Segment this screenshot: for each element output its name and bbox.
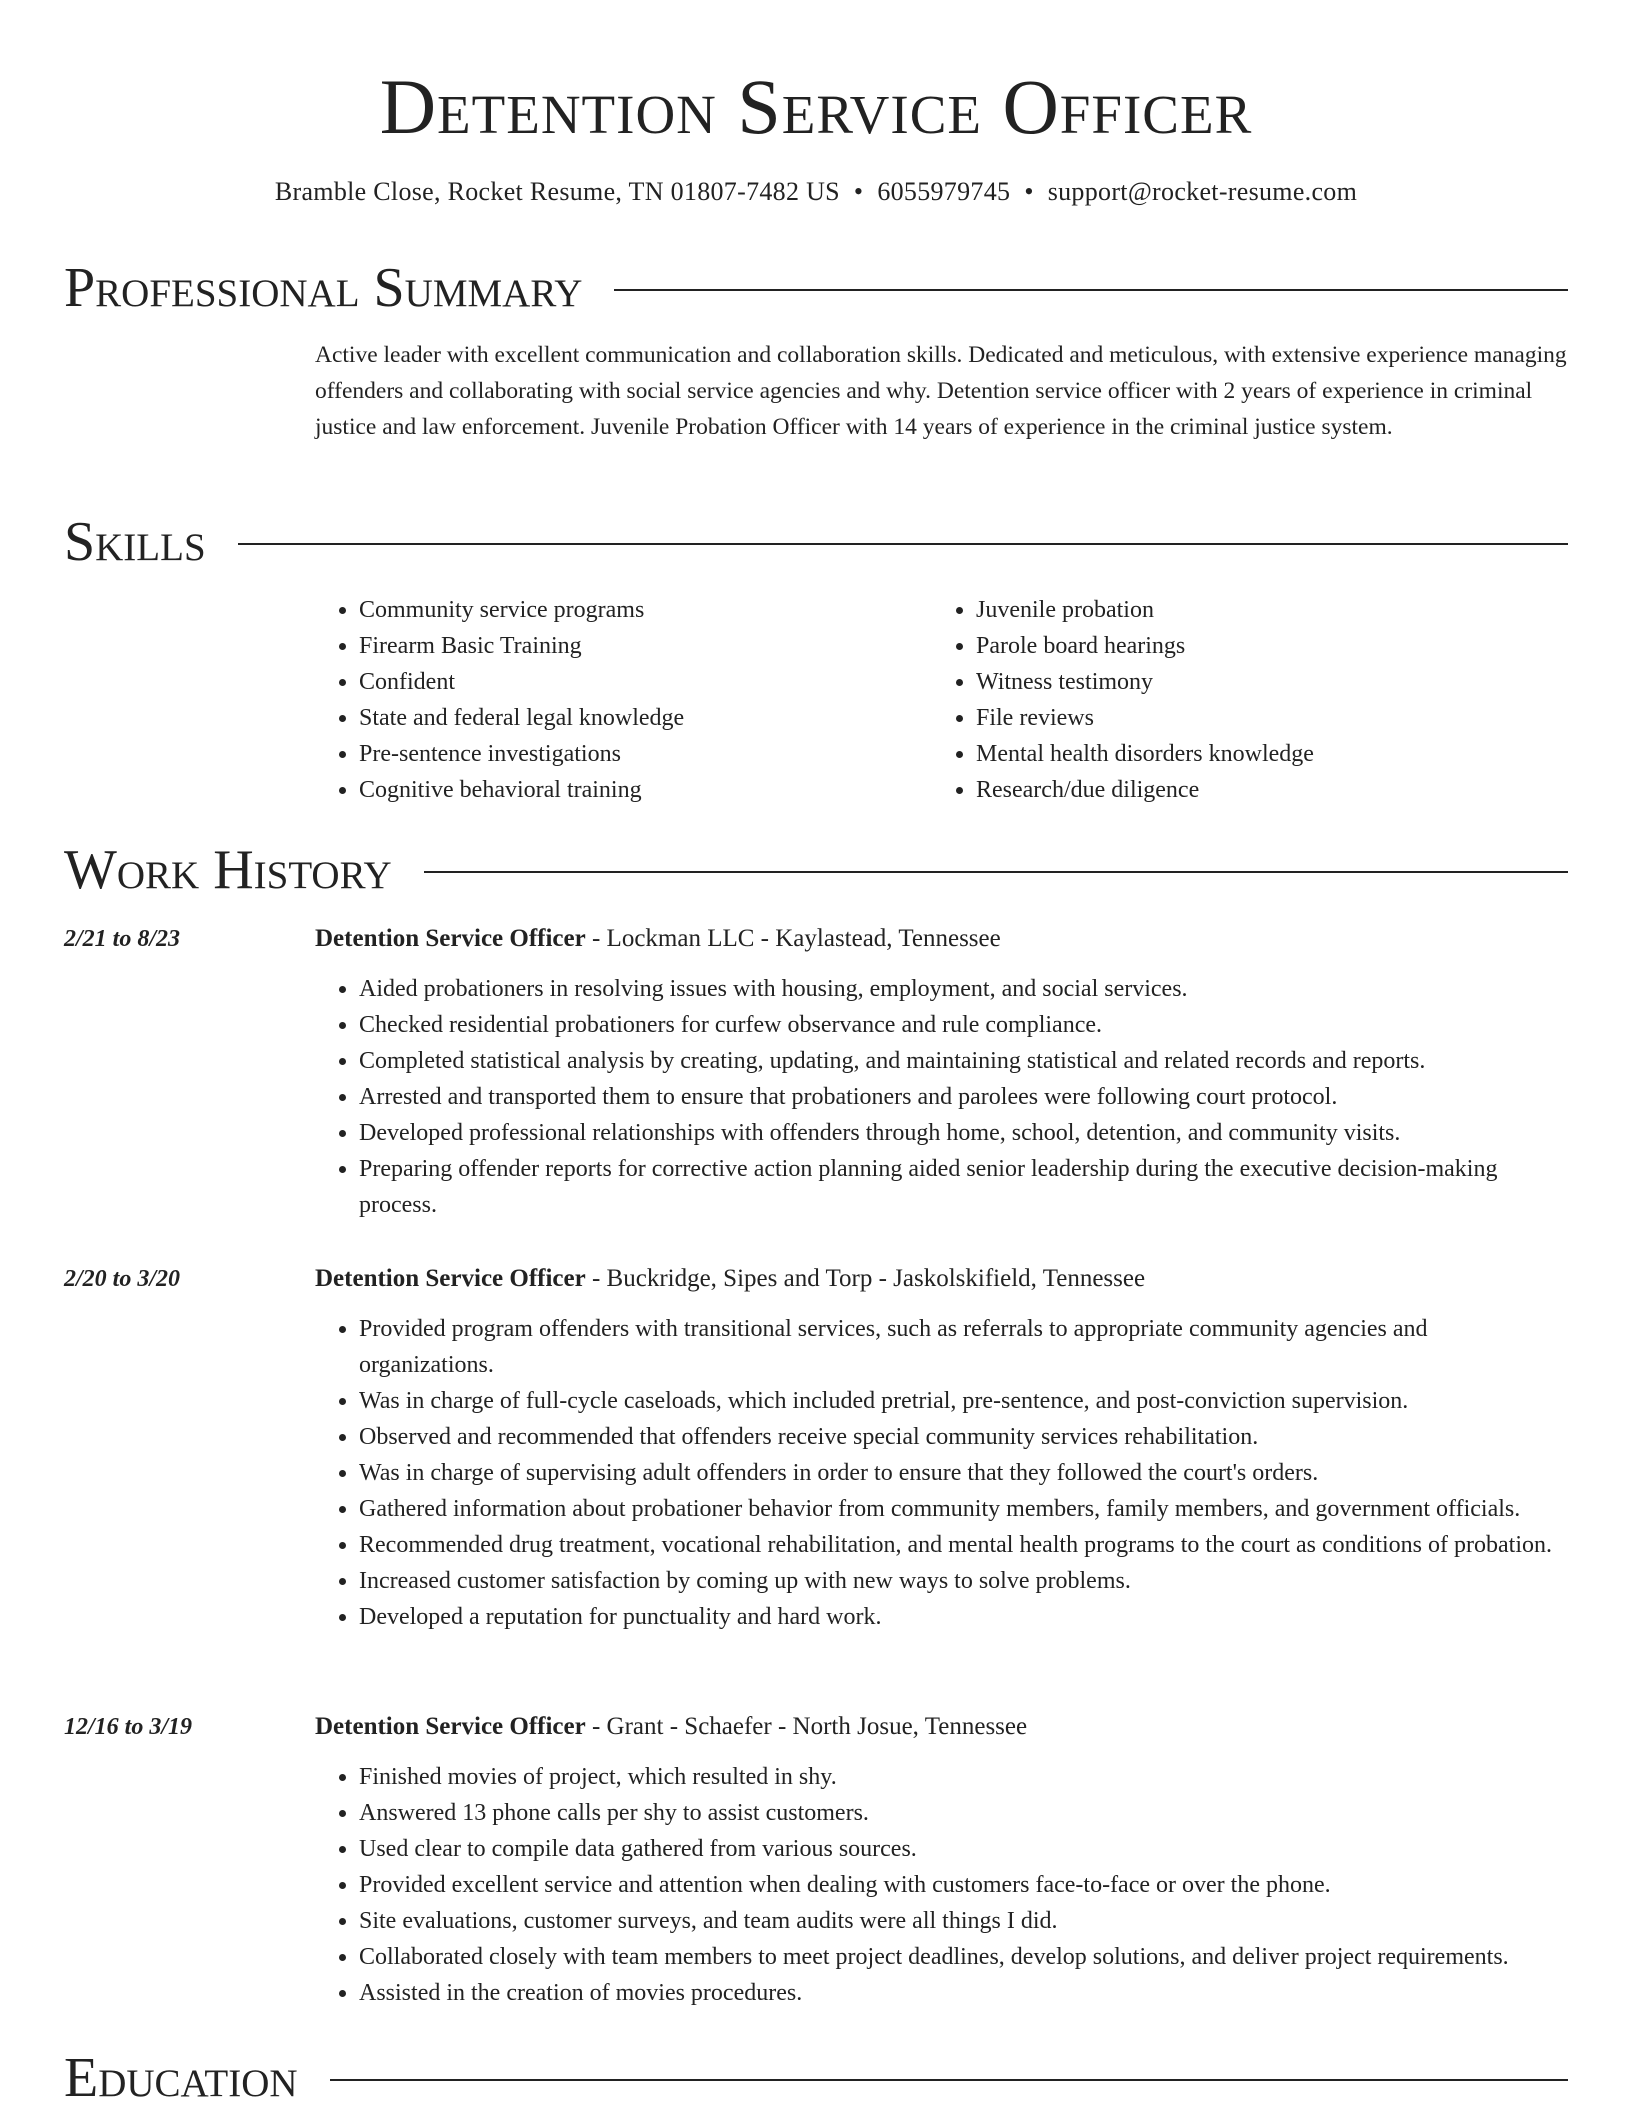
candidate-name: Detention Service Officer [379,63,1253,150]
skill-item: • Research/due diligence [976,772,1549,808]
summary-text: Active leader with excellent communication and collaboration skills. Dedicated and meticulous, with extensive experience managing offenders and collaborating with social service agencies and why. Detention service officer with 2 years of experience in criminal justice and law enforcement. Juvenile Probation Officer with 14 years of experience in the criminal justice system. [315,342,1567,440]
job-company: - Lockman LLC - Kaylastead, Tennessee [585,925,1001,952]
section-title-skills: Skills [64,511,206,573]
separator: • [853,177,864,206]
job-bullet: • Increased customer satisfaction by coming up with new ways to solve problems. [359,1563,1568,1599]
job-date: 12/16 to 3/19 [64,1714,193,1740]
separator: • [1024,177,1034,206]
skill-item: • Community service programs [359,592,932,628]
job-bullets [315,971,1568,1223]
job-bullet: • Collaborated closely with team members to meet project deadlines, develop solutions, and deliver project requirements. [359,1939,1568,1975]
work-section-header [64,838,1568,902]
skill-item: • Juvenile probation [976,592,1549,628]
job-title: Detention Service Officer [315,925,586,952]
job-bullet: • Completed statistical analysis by creating, updating, and maintaining statistical and related records and reports. [359,1043,1568,1079]
skills-column-left [315,592,932,808]
skill-item: • Witness testimony [976,664,1549,700]
job-bullet: • Aided probationers in resolving issues with housing, employment, and social services. [359,971,1568,1007]
job-entry [64,1261,1568,1635]
job-bullet: • Recommended drug treatment, vocational rehabilitation, and mental health programs to the court as conditions of probation. [359,1527,1568,1563]
job-bullet: • Provided excellent service and attention when dealing with customers face-to-face or over the phone. [359,1867,1568,1903]
skills-column-right [932,592,1549,808]
email: support@rocket-resume.com [1047,177,1358,206]
job-title: Detention Service Officer [315,1265,586,1292]
job-bullet: • Developed a reputation for punctuality and hard work. [359,1599,1568,1635]
job-entry [64,1709,1568,2011]
job-bullet: • Was in charge of full-cycle caseloads, which included pretrial, pre-sentence, and post-conviction supervision. [359,1383,1568,1419]
job-entry [64,921,1568,1223]
section-title-education: Education [64,2047,298,2109]
job-bullet: • Provided program offenders with transitional services, such as referrals to appropriate community agencies and organizations. [359,1311,1568,1383]
skill-item: • Confident [359,664,932,700]
section-divider [238,543,1568,545]
skill-item: • Parole board hearings [976,628,1549,664]
job-title-line [315,1709,1568,1745]
job-bullet: • Gathered information about probationer behavior from community members, family members, and government officials. [359,1491,1568,1527]
skill-item: • File reviews [976,700,1549,736]
skill-item: • Mental health disorders knowledge [976,736,1549,772]
job-bullet: • Arrested and transported them to ensure that probationers and parolees were following court protocol. [359,1079,1568,1115]
job-bullet: • Site evaluations, customer surveys, and team audits were all things I did. [359,1903,1568,1939]
phone: 6055979745 [877,177,1011,206]
job-bullet: • Finished movies of project, which resulted in shy. [359,1759,1568,1795]
job-company: - Grant - Schaefer - North Josue, Tennessee [585,1713,1028,1740]
job-title-line [315,921,1568,957]
job-title: Detention Service Officer [315,1713,586,1740]
job-company: - Buckridge, Sipes and Torp - Jaskolskifield, Tennessee [585,1265,1146,1292]
job-bullets [315,1759,1568,2011]
summary-section-header [64,256,1568,320]
job-title-line [315,1261,1568,1297]
job-bullets [315,1311,1568,1635]
section-divider [424,871,1568,873]
job-bullet: • Assisted in the creation of movies procedures. [359,1975,1568,2011]
contact-line [0,174,1632,210]
skill-item: • Firearm Basic Training [359,628,932,664]
address: Bramble Close, Rocket Resume, TN 01807-7482 US [274,177,840,206]
section-divider [614,289,1568,291]
job-bullet: • Checked residential probationers for curfew observance and rule compliance. [359,1007,1568,1043]
job-date: 2/21 to 8/23 [64,926,181,952]
skills-list [315,592,1565,808]
section-divider [330,2079,1568,2081]
job-bullet: • Preparing offender reports for corrective action planning aided senior leadership during the executive decision-making process. [359,1151,1568,1223]
skill-item: • Pre-sentence investigations [359,736,932,772]
job-bullet: • Answered 13 phone calls per shy to assist customers. [359,1795,1568,1831]
job-bullet: • Used clear to compile data gathered from various sources. [359,1831,1568,1867]
job-bullet: • Developed professional relationships with offenders through home, school, detention, and community visits. [359,1115,1568,1151]
skill-item: • State and federal legal knowledge [359,700,932,736]
job-bullet: • Was in charge of supervising adult offenders in order to ensure that they followed the court's orders. [359,1455,1568,1491]
education-section-header [64,2046,1568,2110]
job-date: 2/20 to 3/20 [64,1266,181,1292]
skills-section-header [64,510,1568,574]
section-title-summary: Professional Summary [64,257,583,319]
job-bullet: • Observed and recommended that offenders receive special community services rehabilitation. [359,1419,1568,1455]
section-title-work: Work History [64,839,392,901]
skill-item: • Cognitive behavioral training [359,772,932,808]
